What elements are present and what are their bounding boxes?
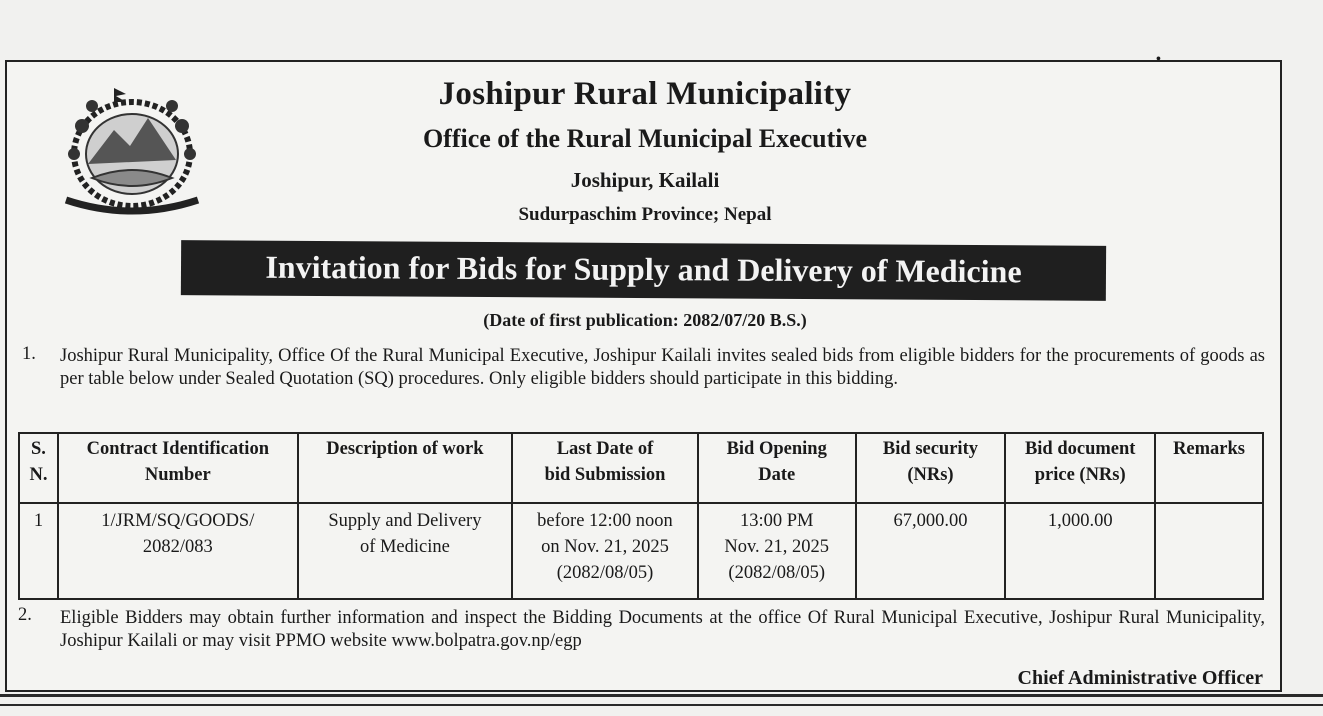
margin-mark: • bbox=[1156, 52, 1161, 67]
header-opening-date: Bid Opening Date bbox=[698, 433, 856, 503]
header-doc-price: Bid document price (NRs) bbox=[1005, 433, 1155, 503]
cell-sn: 1 bbox=[19, 503, 58, 599]
cell-last-date: before 12:00 noon on Nov. 21, 2025 (2082/08/05) bbox=[512, 503, 698, 599]
notice-banner: Invitation for Bids for Supply and Delivery of Medicine bbox=[181, 240, 1106, 301]
cell-bid-security: 67,000.00 bbox=[856, 503, 1006, 599]
table-header-row bbox=[19, 433, 1263, 503]
header-remarks: Remarks bbox=[1155, 433, 1263, 503]
bid-table bbox=[18, 432, 1264, 600]
paragraph-2-number: 2. bbox=[18, 605, 32, 625]
header-bid-security: Bid security (NRs) bbox=[856, 433, 1006, 503]
bottom-rule bbox=[0, 704, 1323, 706]
cell-remarks bbox=[1155, 503, 1263, 599]
office-location: Joshipur, Kailali bbox=[570, 168, 720, 192]
office-name: Office of the Rural Municipal Executive bbox=[422, 124, 868, 153]
paragraph-1-number: 1. bbox=[22, 344, 36, 364]
cell-doc-price: 1,000.00 bbox=[1005, 503, 1155, 599]
cell-opening-date: 13:00 PM Nov. 21, 2025 (2082/08/05) bbox=[698, 503, 856, 599]
paragraph-1: Joshipur Rural Municipality, Office Of the Rural Municipal Executive, Joshipur Kailali invites sealed bids from eligible bidders for the procurements of goods as per table below under Sealed Quotation (SQ) procedures. Only eligible bidders should participate in this bidding. bbox=[60, 346, 1265, 389]
signatory-title: Chief Administrative Officer bbox=[1017, 667, 1263, 689]
cell-contract-id: 1/JRM/SQ/GOODS/ 2082/083 bbox=[58, 503, 298, 599]
header-description: Description of work bbox=[298, 433, 513, 503]
paragraph-2: Eligible Bidders may obtain further information and inspect the Bidding Documents at the office Of Rural Municipal Executive, Joshipur Rural Municipality, Joshipur Kailali or may visit PPMO website www.bolpatra.gov.np/egp bbox=[60, 608, 1265, 651]
header-sn: S. N. bbox=[19, 433, 58, 503]
table-row bbox=[19, 503, 1263, 599]
publication-date: (Date of first publication: 2082/07/20 B.S.) bbox=[483, 310, 807, 330]
bottom-rule bbox=[0, 694, 1323, 697]
province-line: Sudurpaschim Province; Nepal bbox=[518, 204, 772, 225]
header-contract-id: Contract Identification Number bbox=[58, 433, 298, 503]
cell-description: Supply and Delivery of Medicine bbox=[298, 503, 513, 599]
header-last-date: Last Date of bid Submission bbox=[512, 433, 698, 503]
municipality-title: Joshipur Rural Municipality bbox=[438, 76, 852, 112]
